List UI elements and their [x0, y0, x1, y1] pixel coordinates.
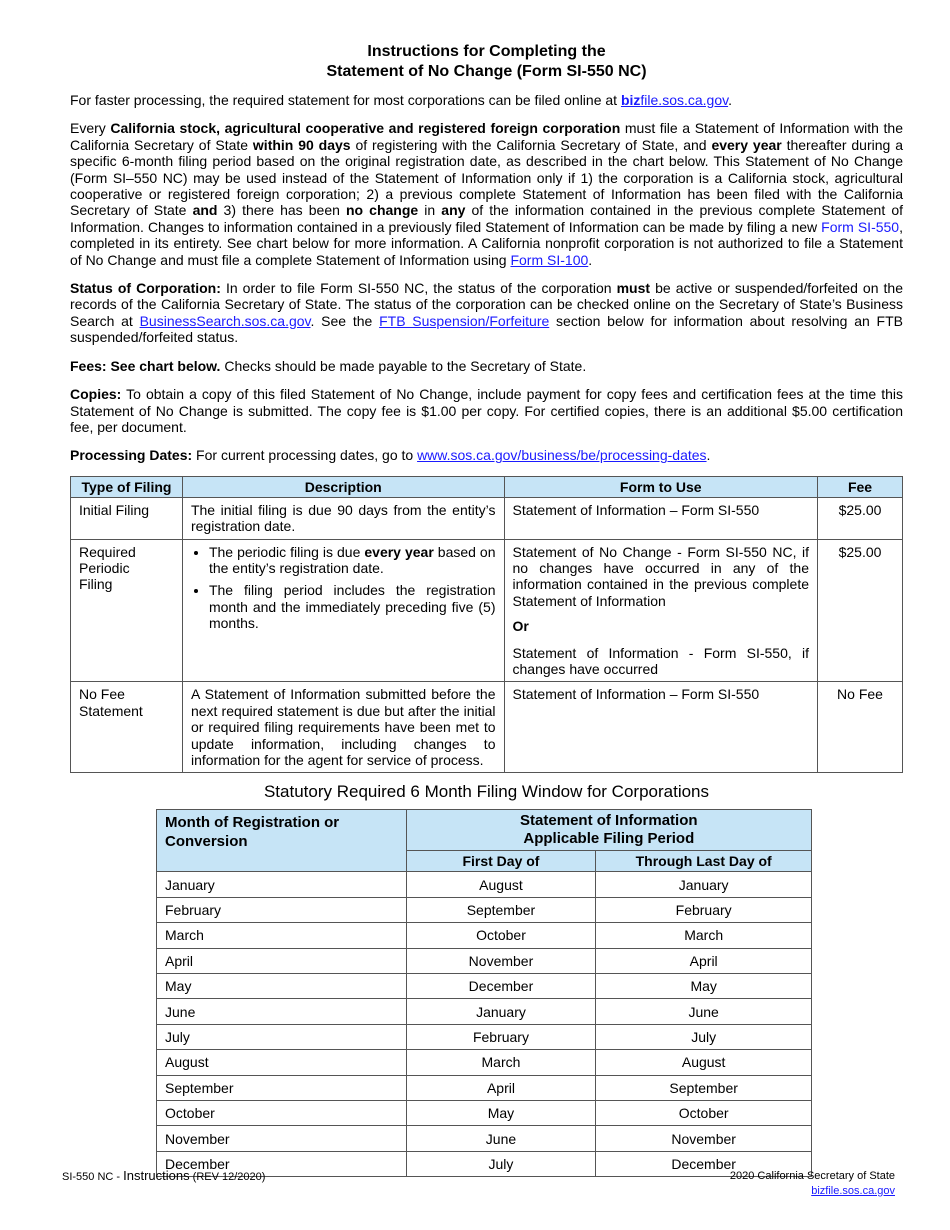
processing-end: . — [706, 447, 711, 464]
filing-table — [70, 476, 903, 774]
cell-month: March — [157, 923, 407, 948]
form-si550-link[interactable]: Form SI-550 — [821, 218, 900, 235]
cell-first-day: May — [406, 1100, 596, 1125]
cell-last-day: March — [596, 923, 812, 948]
header-form: Form to Use — [504, 476, 818, 497]
para1-bold: any — [441, 202, 466, 219]
table-row — [157, 948, 812, 973]
row-fee: $25.00 — [818, 497, 903, 539]
processing-label: Processing Dates: — [70, 447, 193, 464]
form-option-1: Statement of No Change - Form SI-550 NC, if no changes have occurred in any of the information contained in the previous complete Statement of Information — [512, 543, 810, 609]
cell-month: August — [157, 1050, 407, 1075]
table-row — [157, 923, 812, 948]
table-row — [71, 539, 903, 682]
table-row — [157, 1050, 812, 1075]
cell-month: September — [157, 1075, 407, 1100]
row-description: A Statement of Information submitted before the next required statement is due but after the initial or required filing requirements have been met to update information, including changes to information for the agent for service of process. — [182, 682, 504, 773]
bullet-item: • The filing period includes the registration month and the immediately preceding five (5) months. — [209, 582, 496, 631]
filing-window-table — [156, 809, 812, 1177]
cell-month: July — [157, 1024, 407, 1049]
para1-bold: and — [192, 202, 218, 219]
cell-first-day: March — [406, 1050, 596, 1075]
window-header-row — [157, 810, 812, 851]
cell-last-day: October — [596, 1100, 812, 1125]
fees-paragraph — [70, 358, 903, 374]
header-group-line-2: Applicable Filing Period — [523, 830, 695, 848]
footer-revision: (REV 12/2020) — [189, 1171, 266, 1183]
para1-text: must file a Statement of Information with the California Secretary of State — [70, 120, 903, 153]
cell-month: January — [157, 872, 407, 897]
page-title — [70, 42, 903, 82]
cell-month: April — [157, 948, 407, 973]
status-text: be active or suspended/forfeited on the records of the California Secretary of State. The status of the corporation can be checked online on the Secretary of State’s Business Search at — [70, 280, 903, 329]
fees-text: Checks should be made payable to the Secretary of State. — [220, 357, 587, 374]
cell-month: November — [157, 1126, 407, 1151]
row-description — [182, 539, 504, 682]
table-row — [71, 497, 903, 539]
document-page — [70, 42, 903, 1177]
cell-last-day: September — [596, 1075, 812, 1100]
form-si100-link[interactable]: Form SI-100 — [510, 251, 589, 268]
row-description: The initial filing is due 90 days from the entity’s registration date. — [182, 497, 504, 539]
row-form: Statement of Information – Form SI-550 — [504, 682, 818, 773]
cell-month: October — [157, 1100, 407, 1125]
cell-last-day: June — [596, 999, 812, 1024]
header-month: Month of Registration or Conversion — [157, 810, 407, 872]
para1-bold: within 90 days — [252, 136, 351, 153]
fees-label: Fees: See chart below. — [70, 357, 221, 374]
cell-first-day: June — [406, 1126, 596, 1151]
para1-text: Every — [70, 120, 111, 137]
row-form — [504, 539, 818, 682]
cell-month: December — [157, 1151, 407, 1176]
table-row — [157, 973, 812, 998]
bullet-text: The periodic filing is due — [208, 543, 365, 560]
status-text: In order to file Form SI-550 NC, the status of the corporation — [220, 280, 617, 297]
ftb-suspension-link[interactable]: FTB Suspension/Forfeiture — [379, 312, 550, 329]
para1-text: thereafter during a specific 6-month filing period based on the original registration date, as described in the chart below. This Statement of No Change (Form SI–550 NC) may be used instead of the Statement of Information only if 1) the corporation is a California stock, agricultural cooperative or registered foreign corporation; 2) a previous complete Statement of Information has been filed with the California Secretary of State — [70, 136, 903, 219]
header-group-line-1: Statement of Information — [520, 812, 698, 830]
para1-bold: every year — [711, 136, 782, 153]
table-row — [157, 897, 812, 922]
title-line-2: Statement of No Change (Form SI-550 NC) — [326, 63, 647, 80]
cell-first-day: July — [406, 1151, 596, 1176]
status-text: . See the — [310, 312, 380, 329]
footer-form-code: SI-550 NC - — [62, 1171, 124, 1183]
bizfile-link-rest[interactable]: file.sos.ca.gov — [640, 92, 729, 108]
table-row — [157, 1100, 812, 1125]
description-bullets — [191, 544, 496, 632]
para1-text: 3) there has been — [217, 202, 346, 219]
intro-paragraph: For faster processing, the required statement for most corporations can be filed online at bizfile.sos.ca.gov. — [70, 92, 732, 108]
status-paragraph — [70, 280, 903, 346]
form-option-2: Statement of Information - Form SI-550, if changes have occurred — [512, 644, 810, 677]
para1-text: in — [418, 202, 442, 219]
cell-month: June — [157, 999, 407, 1024]
bullet-bold: every year — [364, 543, 434, 560]
cell-last-day: August — [596, 1050, 812, 1075]
table-row — [157, 1075, 812, 1100]
month-rows — [157, 872, 812, 1177]
cell-first-day: February — [406, 1024, 596, 1049]
cell-month: February — [157, 897, 407, 922]
row-fee: No Fee — [818, 682, 903, 773]
form-or — [513, 618, 810, 634]
header-last-day: Through Last Day of — [596, 851, 812, 872]
processing-dates-link[interactable]: www.sos.ca.gov/business/be/processing-dates — [417, 447, 707, 464]
row-type: Initial Filing — [71, 497, 183, 539]
requirements-paragraph — [70, 120, 903, 268]
para1-text: of the information contained in the previous complete Statement of Information. Changes to information contained in a previously filed Statement of Information can be made by filing a new — [70, 202, 903, 235]
processing-text: For current processing dates, go to — [192, 447, 418, 464]
status-text: section below for information about resolving an FTB suspended/forfeited status. — [70, 312, 903, 346]
footer-copyright-block — [700, 1169, 895, 1199]
para1-text: . — [588, 251, 593, 268]
footer-copyright: 2020 California Secretary of State — [729, 1170, 895, 1182]
footer-form-id — [62, 1168, 265, 1183]
cell-first-day: September — [406, 897, 596, 922]
para1-text: , completed in its entirety. See chart below for more information. A California nonprofit corporation is not authorized to file a Statement of No Change and must file a complete Statement of Information using — [70, 218, 903, 268]
para1-text: of registering with the California Secretary of State, and — [350, 136, 712, 153]
header-fee: Fee — [818, 476, 903, 497]
bullet-text: based on the entity’s registration date. — [208, 543, 496, 576]
filing-table-header — [71, 476, 903, 497]
cell-first-day: August — [406, 872, 596, 897]
cell-last-day: May — [596, 973, 812, 998]
intro-text: For faster processing, the required statement for most corporations can be filed online at — [70, 92, 618, 108]
copies-paragraph — [70, 386, 903, 435]
table-row — [71, 682, 903, 773]
status-bold: must — [616, 280, 651, 297]
cell-last-day: November — [596, 1126, 812, 1151]
or-label: Or — [512, 618, 529, 635]
header-period-group — [406, 810, 811, 851]
header-description: Description — [182, 476, 504, 497]
table-row — [157, 872, 812, 897]
table-row — [157, 1024, 812, 1049]
header-type: Type of Filing — [71, 476, 183, 497]
row-form: Statement of Information – Form SI-550 — [504, 497, 818, 539]
cell-first-day: April — [406, 1075, 596, 1100]
cell-first-day: December — [406, 973, 596, 998]
cell-first-day: January — [406, 999, 596, 1024]
table-row — [157, 1126, 812, 1151]
table-row — [157, 999, 812, 1024]
copies-text: To obtain a copy of this filed Statement of No Change, include payment for copy fees and certification fees at the time this Statement of No Change is submitted. The copy fee is $1.00 per copy. For certified copies, there is an additional $5.00 certification fee, per document. — [70, 386, 903, 435]
cell-first-day: November — [406, 948, 596, 973]
processing-paragraph — [70, 447, 903, 463]
bizfile-link[interactable] — [621, 92, 728, 108]
cell-last-day: February — [596, 897, 812, 922]
business-search-link[interactable]: BusinessSearch.sos.ca.gov — [139, 312, 311, 329]
cell-month: May — [157, 973, 407, 998]
row-type: No Fee Statement — [71, 682, 183, 773]
cell-last-day: April — [596, 948, 812, 973]
footer-bizfile-link[interactable]: bizfile.sos.ca.gov — [811, 1185, 895, 1197]
para1-bold: California stock, agricultural cooperative and registered foreign corporation — [110, 120, 621, 137]
footer-instructions: Instructions — [123, 1168, 190, 1183]
cell-last-day: January — [596, 872, 812, 897]
copies-label: Copies: — [70, 386, 122, 403]
row-fee: $25.00 — [818, 539, 903, 682]
bullet-item — [209, 544, 496, 577]
header-first-day: First Day of — [406, 851, 596, 872]
cell-last-day: July — [596, 1024, 812, 1049]
status-label: Status of Corporation: — [70, 280, 221, 297]
cell-first-day: October — [406, 923, 596, 948]
cell-last-day: December — [596, 1151, 812, 1176]
filing-window-title: Statutory Required 6 Month Filing Window for Corporations — [263, 782, 710, 802]
bizfile-link-bold[interactable]: biz — [620, 92, 641, 108]
row-type: Required Periodic Filing — [71, 539, 183, 682]
title-line-1: Instructions for Completing the — [367, 43, 606, 60]
para1-bold: no change — [345, 202, 419, 219]
